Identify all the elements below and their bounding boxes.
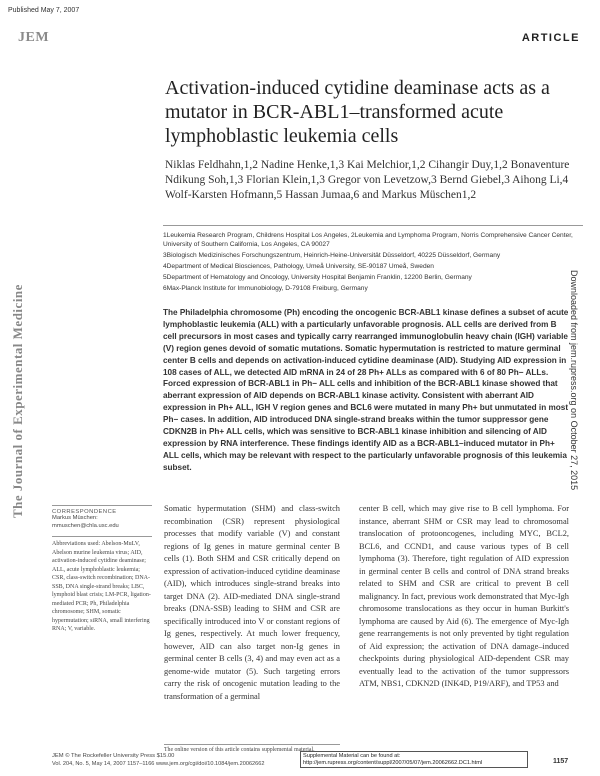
author-list: Niklas Feldhahn,1,2 Nadine Henke,1,3 Kai Melchior,1,2 Cihangir Duy,1,2 Bonaventure Ndikung Soh,1,3 Florian Klein,1,3 Gregor von Levetzow,3 Bernd Giebel,3 Aihong Li,4 Wolf-Karsten Hofmann,5 Hassan Jumaa,6 and Markus Müschen1,2: [165, 159, 570, 201]
journal-side-title: [6, 260, 30, 520]
affiliations: [163, 225, 583, 295]
affiliation-5: 6Max-Planck Institute for Immunobiology, D-79108 Freiburg, Germany: [163, 285, 368, 292]
correspondence: [52, 505, 152, 530]
abbreviations: Abbreviations used: Abelson-MuLV, Abelson murine leukemia virus; AID, activation-induced cytidine deaminase; ALL, acute lymphoblastic leukemia; CSR, class-switch recombination; DNA-SSB, DNA single-strand breaks; LBC, lymphoid blast crisis; LM-PCR, ligation-mediated PCR; Ph, Philadelphia chromosome; SHM, somatic hypermutation; siRNA, small interfering RNA; V, variable.: [52, 541, 151, 632]
affiliation-3: 4Department of Medical Biosciences, Pathology, Umeå University, SE-90187 Umeå, Sweden: [163, 263, 434, 270]
affiliation-1: 1Leukemia Research Program, Childrens Hospital Los Angeles, 2Leukemia and Lymphoma Program, Norris Comprehensive Cancer Center, University of Southern California, Los Angeles, CA 90027: [163, 232, 573, 248]
article-label: ARTICLE: [521, 32, 580, 44]
footer-copyright: JEM © The Rockefeller University Press $15.00: [52, 753, 175, 759]
affiliation-4: 5Department of Hematology and Oncology, University Hospital Benjamin Franklin, 12200 Berlin, Germany: [163, 274, 472, 281]
correspondence-heading: CORRESPONDENCE: [52, 509, 117, 515]
download-note[interactable]: [566, 270, 580, 520]
correspondence-email[interactable]: mmuschen@chla.usc.edu: [52, 522, 119, 529]
journal-side-title-text: The Journal of Experimental Medicine: [10, 284, 25, 518]
supplemental-label: Supplemental Material can be found at:: [303, 753, 401, 759]
abbreviations-divider: [52, 536, 152, 537]
published-date: Published May 7, 2007: [8, 7, 80, 14]
footer-citation: Vol. 204, No. 5, May 14, 2007 1157–1166 www.jem.org/cgi/doi/10.1084/jem.20062662: [52, 761, 265, 767]
body-column-1: Somatic hypermutation (SHM) and class-switch recombination (CSR) represent physiological processes that modify variable (V) and constant regions of Ig genes in mature germinal center B cells (1). Both SHM and CSR critically depend on expression of activation-induced cytidine deaminase (AID), which introduces single-strand breaks into target DNA (2). AID-mediated DNA single-strand breaks (DNA-SSB) leading to SHM and CSR are specifically introduced into V or constant regions of Ig genes, respectively. At much lower frequency, however, AID can also target non-Ig genes in germinal center B cells (3, 4) and may even act as a genome-wide mutator (5). Such targeting errors carry the risk of oncogenic mutation leading to the transformation of a germinal: [164, 504, 340, 701]
body-column-2: center B cell, which may give rise to B cell lymphoma. For instance, aberrant SHM or CSR may lead to chromosomal translocation of protooncogenes, including MYC, BCL2, BCL6, and CCND1, and cause various types of B cell lymphoma (3). Therefore, tight regulation of AID expression in germinal center B cells and control of DNA strand breaks related to SHM and CSR are critical to prevent B cell malignancy. In fact, previous work demonstrated that Myc-Igh chromosome translocations as they occur in human Burkitt's lymphoma are caused by Aid (6). The emergence of Myc-Igh gene rearrangements is not only prevented by tight regulation of Aid expression; the activation of DNA damage–induced checkpoints during physiological AID-dependent CSR may eventually lead to the activation of the tumor suppressors ATM, NBS1, CDKN2D (INK4D, P19/ARF), and TP53 and: [359, 504, 569, 688]
correspondence-name: Markus Müschen:: [52, 515, 98, 521]
supplemental-link[interactable]: http://jem.rupress.org/content/suppl/2007/05/07/jem.20062662.DC1.html: [303, 759, 483, 766]
article-title: Activation-induced cytidine deaminase acts as a mutator in BCR-ABL1–transformed acute lymphoblastic leukemia cells: [165, 77, 550, 147]
supplemental-material-box[interactable]: [300, 751, 528, 768]
online-note: The online version of this article contains supplemental material.: [164, 744, 340, 753]
abstract: The Philadelphia chromosome (Ph) encoding the oncogenic BCR-ABL1 kinase defines a subset of acute lymphoblastic leukemia (ALL) with a particularly unfavorable prognosis. ALL cells are derived from B cell precursors in most cases and typically carry rearranged immunoglobulin heavy chain (IGH) variable (V) region genes devoid of somatic mutations. Somatic hypermutation is restricted to mature germinal center B cells and depends on activation-induced cytidine deaminase (AID). Studying AID expression in 108 cases of ALL, we detected AID mRNA in 24 of 28 Ph+ ALLs as compared with 6 of 80 Ph− ALLs. Forced expression of BCR-ABL1 in Ph− ALL cells and inhibition of the BCR-ABL1 kinase showed that aberrant expression of AID depends on BCR-ABL1 kinase activity. Consistent with aberrant AID expression in Ph+ ALL, IGH V region genes and BCL6 were mutated in many Ph+ but unmutated in most Ph− cases. In addition, AID introduced DNA single-strand breaks within the tumor suppressor gene CDKN2B in Ph+ ALL cells, which was sensitive to BCR-ABL1 kinase inhibition and silencing of AID expression by RNA interference. These findings identify AID as a BCR-ABL1–induced mutator in Ph+ ALL cells, which may be relevant with respect to the particularly unfavorable prognosis of this leukemia subset.: [163, 308, 569, 472]
journal-logo: JEM: [18, 30, 50, 45]
page-number: 1157: [553, 758, 569, 765]
affiliation-2: 3Biologisch Medizinisches Forschungszentrum, Heinrich-Heine-Universität Düsseldorf, 40225 Düsseldorf, Germany: [163, 252, 501, 259]
download-note-text[interactable]: Downloaded from jem.rupress.org on October 27, 2015: [569, 270, 579, 491]
